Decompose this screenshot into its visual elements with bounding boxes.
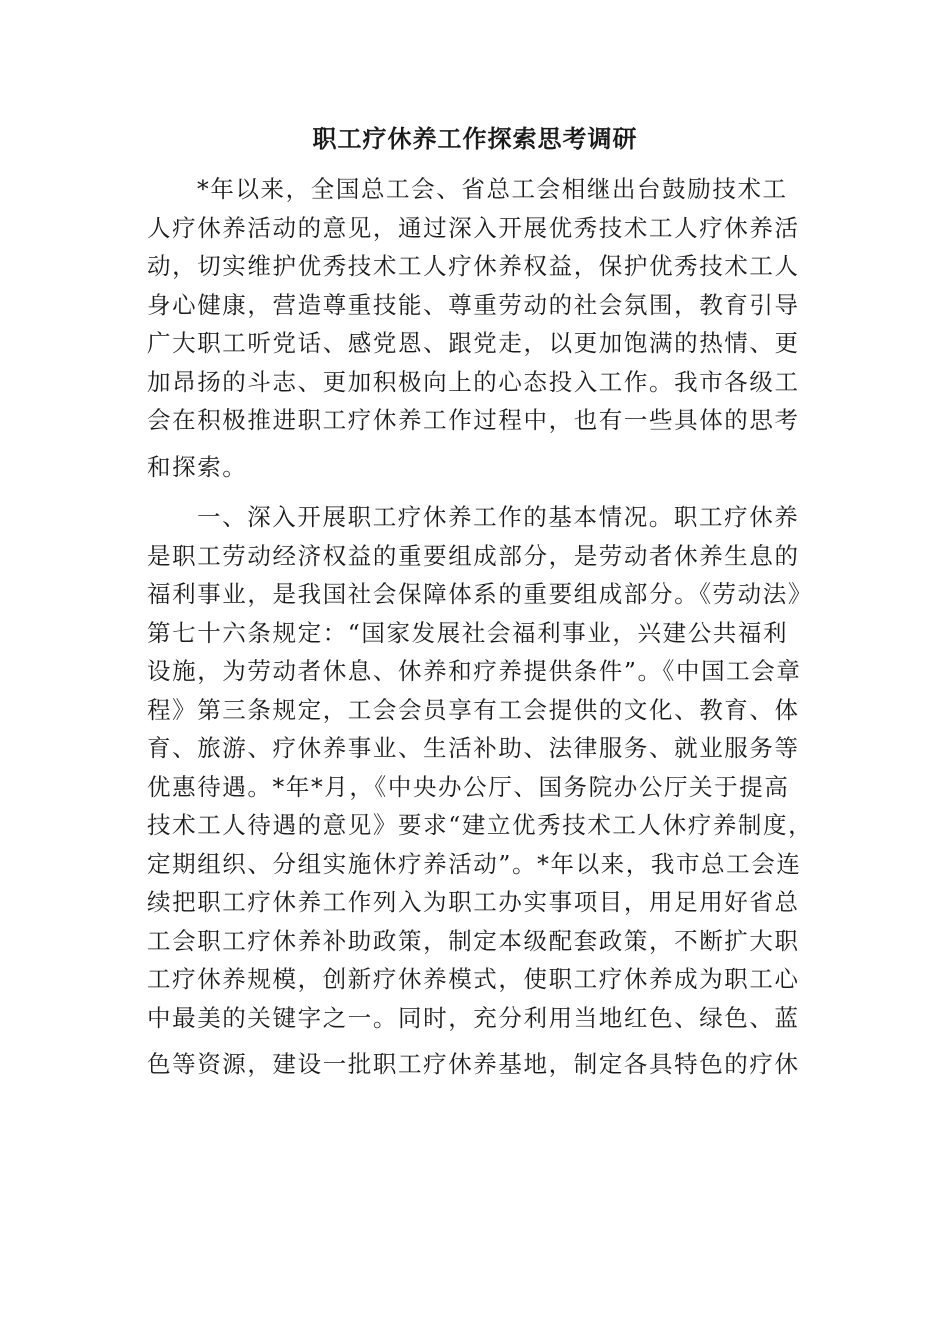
text-line: 广大职工听党话、感党恩、跟党走，以更加饱满的热情、更	[147, 329, 800, 357]
text-line: 色等资源，建设一批职工疗休养基地，制定各具特色的疗休	[147, 1050, 800, 1078]
text-line: 技术工人待遇的意见》要求“建立优秀技术工人休疗养制度，	[147, 811, 814, 839]
text-line: 是职工劳动经济权益的重要组成部分，是劳动者休养生息的	[147, 541, 800, 570]
text-line: 会在积极推进职工疗休养工作过程中，也有一些具体的思考	[147, 406, 800, 434]
text-line: 设施，为劳动者休息、休养和疗养提供条件”。《中国工会章	[147, 657, 802, 685]
text-line: 和探索。	[147, 452, 248, 481]
text-line: 工会职工疗休养补助政策，制定本级配套政策，不断扩大职	[147, 926, 800, 955]
paragraph-intro	[147, 170, 817, 486]
text-line: 福利事业，是我国社会保障体系的重要组成部分。《劳动法》	[147, 580, 813, 608]
text-line: 工疗休养规模，创新疗休养模式，使职工疗休养成为职工心	[147, 965, 800, 993]
text-line: 身心健康，营造尊重技能、尊重劳动的社会氛围，教育引导	[147, 290, 800, 319]
text-line: 育、旅游、疗休养事业、生活补助、法律服务、就业服务等	[147, 734, 800, 762]
paragraph-section-one	[147, 498, 817, 1084]
text-line: 第七十六条规定：“国家发展社会福利事业，兴建公共福利	[147, 618, 789, 647]
text-line: 一、深入开展职工疗休养工作的基本情况。职工疗休养	[197, 503, 800, 531]
text-line: *年以来，全国总工会、省总工会相继出台鼓励技术工	[197, 175, 788, 203]
text-line: 定期组织、分组实施休疗养活动”。*年以来，我市总工会连	[147, 849, 802, 878]
text-line: 动，切实维护优秀技术工人疗休养权益，保护优秀技术工人	[147, 252, 800, 280]
text-line: 人疗休养活动的意见，通过深入开展优秀技术工人疗休养活	[147, 213, 800, 242]
text-line: 加昂扬的斗志、更加积极向上的心态投入工作。我市各级工	[147, 367, 800, 396]
text-line: 续把职工疗休养工作列入为职工办实事项目，用足用好省总	[147, 888, 800, 916]
text-line: 优惠待遇。*年*月，《中央办公厅、国务院办公厅关于提高	[147, 772, 790, 801]
document-title: 职工疗休养工作探索思考调研	[312, 124, 638, 153]
text-line: 程》第三条规定，工会会员享有工会提供的文化、教育、体	[147, 695, 800, 724]
text-line: 中最美的关键字之一。同时，充分利用当地红色、绿色、蓝	[147, 1003, 800, 1032]
